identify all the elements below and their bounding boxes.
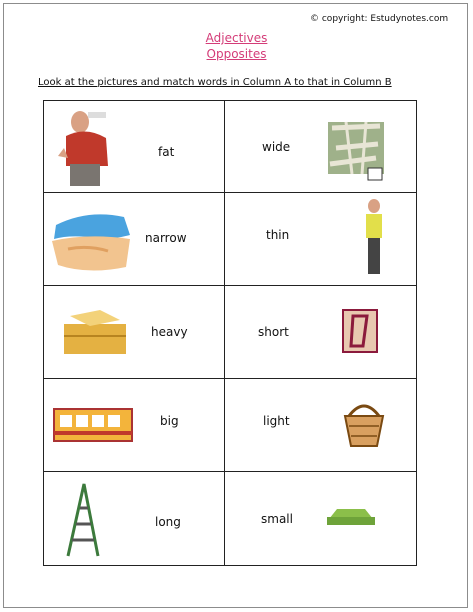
word-light: light [263, 414, 290, 428]
word-short: short [258, 325, 289, 339]
basket-picture [341, 398, 387, 450]
fat-man-picture [58, 108, 116, 190]
word-narrow: narrow [145, 231, 187, 245]
instruction-text: Look at the pictures and match words in Column A to that in Column B [38, 77, 392, 88]
word-thin: thin [266, 228, 290, 242]
row-divider [43, 285, 417, 286]
word-heavy: heavy [151, 325, 188, 339]
word-wide: wide [262, 140, 291, 154]
row-divider [43, 378, 417, 379]
short-object-picture [339, 306, 383, 356]
word-big: big [160, 414, 179, 428]
word-small: small [261, 512, 293, 526]
bus-picture [52, 405, 134, 445]
ladder-picture [60, 480, 104, 560]
word-long: long [155, 515, 181, 529]
title-line-1: Adjectives [205, 31, 268, 45]
river-landscape-picture [48, 205, 134, 277]
title-line-2: Opposites [206, 47, 267, 61]
thin-man-picture [358, 196, 390, 280]
row-divider [43, 192, 417, 193]
road-map-picture [326, 118, 386, 184]
word-fat: fat [158, 145, 175, 159]
copyright-notice: © copyright: Estudynotes.com [310, 14, 449, 24]
boxes-picture [60, 306, 132, 358]
row-divider [43, 471, 417, 472]
column-divider [224, 100, 225, 566]
small-car-picture [325, 503, 377, 529]
